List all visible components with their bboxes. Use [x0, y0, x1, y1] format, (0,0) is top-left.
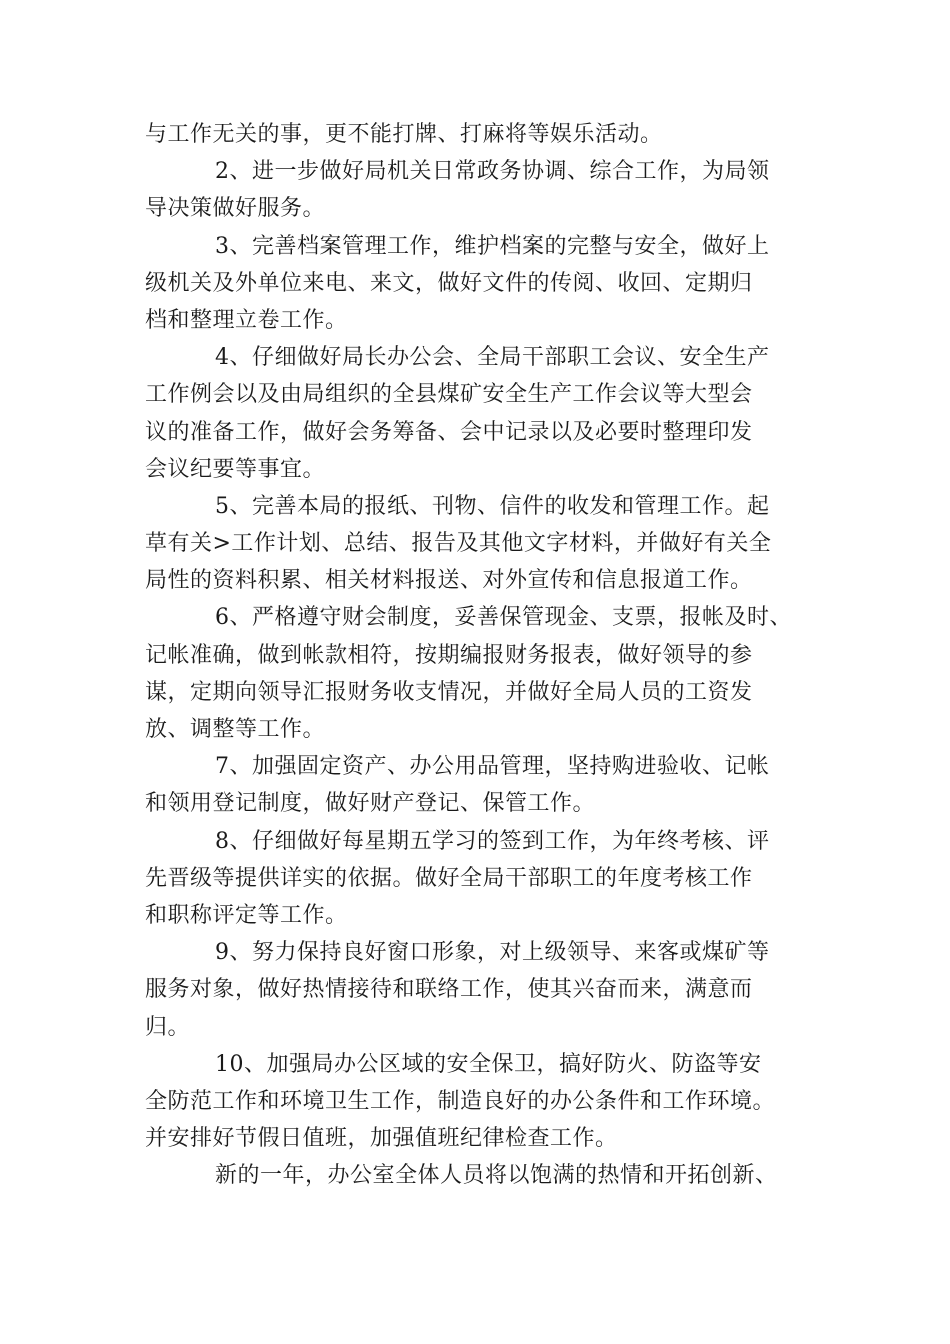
- text-line: 7、加强固定资产、办公用品管理，坚持购进验收、记帐: [215, 754, 770, 780]
- text-line: 放、调整等工作。: [145, 717, 326, 742]
- text-line: 9、努力保持良好窗口形象，对上级领导、来客或煤矿等: [215, 940, 770, 966]
- text-line: 5、完善本局的报纸、刊物、信件的收发和管理工作。起: [215, 493, 770, 519]
- text-line: 先晋级等提供详实的依据。做好全局干部职工的年度考核工作: [145, 865, 753, 891]
- text-line: 10、加强局办公区域的安全保卫，搞好防火、防盗等安: [215, 1051, 762, 1077]
- text-line: 导决策做好服务。: [145, 196, 326, 222]
- text-line: 级机关及外单位来电、来文，做好文件的传阅、收回、定期归: [145, 270, 753, 296]
- text-line: 新的一年，办公室全体人员将以饱满的热情和开拓创新、: [215, 1163, 778, 1189]
- text-line: 会议纪要等事宜。: [145, 456, 326, 482]
- text-line: 6、严格遵守财会制度，妥善保管现金、支票，报帐及时、: [215, 605, 792, 631]
- text-line: 3、完善档案管理工作，维护档案的完整与安全，做好上: [215, 233, 770, 259]
- document-body: [145, 116, 825, 1194]
- text-line: 8、仔细做好每星期五学习的签到工作，为年终考核、评: [215, 828, 770, 854]
- text-line: 和领用登记制度，做好财产登记、保管工作。: [145, 791, 596, 817]
- text-line: 和职称评定等工作。: [145, 902, 348, 928]
- text-line: 档和整理立卷工作。: [145, 307, 348, 333]
- text-line: 2、进一步做好局机关日常政务协调、综合工作，为局领: [215, 159, 770, 185]
- text-line: 谋，定期向领导汇报财务收支情况，并做好全局人员的工资发: [145, 679, 753, 705]
- text-line: 草有关>工作计划、总结、报告及其他文字材料，并做好有关全: [145, 531, 772, 557]
- text-line: 议的准备工作，做好会务筹备、会中记录以及必要时整理印发: [145, 419, 753, 445]
- text-line: 工作例会以及由局组织的全县煤矿安全生产工作会议等大型会: [145, 382, 753, 408]
- text-line: 全防范工作和环境卫生工作，制造良好的办公条件和工作环境。: [145, 1088, 776, 1114]
- text-line: 并安排好节假日值班，加强值班纪律检查工作。: [145, 1126, 618, 1152]
- text-line: 4、仔细做好局长办公会、全局干部职工会议、安全生产: [215, 345, 770, 371]
- text-line: 记帐准确，做到帐款相符，按期编报财务报表，做好领导的参: [145, 642, 753, 668]
- text-line: 归。: [145, 1014, 191, 1040]
- text-line: 局性的资料积累、相关材料报送、对外宣传和信息报道工作。: [145, 568, 753, 594]
- text-line: 服务对象，做好热情接待和联络工作，使其兴奋而来，满意而: [145, 977, 753, 1003]
- text-line: 与工作无关的事，更不能打牌、打麻将等娱乐活动。: [145, 122, 663, 147]
